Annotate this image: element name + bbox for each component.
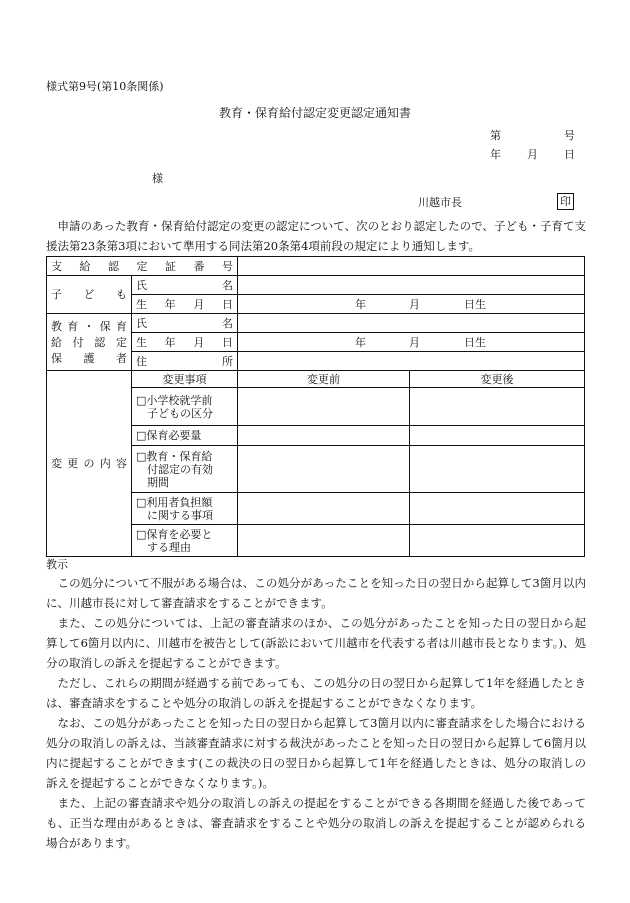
change-item-line: 付認定の有効 (147, 462, 213, 476)
label-char: 護 (83, 351, 95, 365)
change-item-care-reason[interactable] (132, 525, 238, 557)
label-char: 日 (221, 335, 233, 349)
label-char: 育 (67, 319, 79, 333)
seal-mark: 印 (557, 193, 574, 210)
change-before-cell[interactable] (238, 426, 410, 446)
guardian-address-label (132, 352, 238, 371)
label-char: 認 (94, 335, 106, 349)
intro-paragraph (46, 216, 586, 256)
notice-paragraph: なお、この処分があったことを知った日の翌日から起算して3箇月以内に審査請求をした場合における処分の取消しの訴えは、当該審査請求に対する裁決があったことを知った日の翌日から起算して6箇月以内に提起することができます(この裁決の日の翌日から起算して1年を経過したときは、処分の取消しの訴えを提起することができなくなります。)。 (46, 716, 586, 790)
label-char: ・ (83, 319, 95, 333)
change-item-user-fee[interactable] (132, 493, 238, 525)
label-char: 容 (116, 457, 127, 470)
label-char: も (116, 288, 127, 301)
change-content-text (51, 457, 127, 470)
notice-paragraph: また、この処分については、上記の審査請求のほか、この処分があったことを知った日の翌日から起算して6箇月以内に、川越市を被告として(訴訟において川越市を代表する者は川越市長となります。)、処分の取消しの訴えを提起することができます。 (46, 616, 586, 670)
label-char: 番 (193, 259, 205, 273)
label-char: 証 (165, 259, 176, 273)
cert-number-label (47, 257, 238, 276)
child-birth-text (136, 298, 233, 311)
label-char: 名 (222, 278, 233, 292)
notice-body (46, 573, 586, 853)
change-before-cell[interactable] (238, 525, 410, 557)
label-char: 氏 (136, 278, 147, 292)
label-char: 付 (72, 335, 84, 349)
notice-paragraph: ただし、これらの期間が経過する前であっても、この処分の日の翌日から起算して1年を経過したときは、審査請求をすることや処分の取消しの訴えを提起することができなくなります。 (46, 676, 586, 710)
change-before-cell[interactable] (238, 446, 410, 493)
change-item-line: □保育必要量 (136, 429, 202, 442)
change-before-cell[interactable] (238, 493, 410, 525)
label-char: 生 (136, 335, 147, 349)
label-char: 定 (115, 335, 127, 349)
guardian-name-label (132, 314, 238, 333)
label-char: 保 (51, 351, 62, 365)
label-char: 定 (136, 259, 148, 273)
go-label: 号 (564, 129, 575, 142)
change-item-line: する理由 (147, 540, 191, 554)
change-item-line: □利用者負担額 (136, 495, 213, 509)
child-birth-month: 月 (409, 297, 420, 311)
child-name-label (132, 276, 238, 295)
label-char: 変 (51, 457, 62, 470)
guardian-birth-year: 年 (355, 335, 366, 349)
guardian-birth-field[interactable] (238, 333, 585, 352)
label-char: 日 (221, 297, 233, 311)
change-item-line: 期間 (147, 475, 169, 489)
label-char: 子 (51, 288, 62, 301)
change-item-care-amount[interactable] (132, 426, 238, 446)
intro-text: 申請のあった教育・保育給付認定の変更の認定について、次のとおり認定したので、子ども・子育て支援法第23条第3項において準用する同法第20条第4項前段の規定により通知します。 (46, 219, 586, 253)
guardian-line-3 (51, 352, 127, 365)
label-char: 者 (116, 351, 127, 365)
guardian-birth-month: 月 (409, 335, 420, 349)
change-after-cell[interactable] (410, 446, 585, 493)
child-birth-label (132, 295, 238, 314)
addressee-sama: 様 (152, 172, 163, 185)
guardian-line-1 (51, 320, 127, 333)
child-birth-year: 年 (355, 297, 366, 311)
label-char: 内 (99, 457, 111, 470)
label-char: 給 (51, 335, 62, 349)
label-char: 生 (136, 297, 147, 311)
label-char: 保 (99, 319, 111, 333)
notice-paragraph: この処分について不服がある場合は、この処分があったことを知った日の翌日から起算して3箇月以内に、川越市長に対して審査請求をすることができます。 (46, 576, 586, 610)
label-char: 支 (51, 259, 62, 273)
label-char: 更 (67, 457, 79, 470)
label-char: の (83, 457, 95, 470)
col-before-header: 変更前 (238, 371, 410, 388)
child-name-text (136, 279, 233, 292)
notice-heading: 教示 (46, 558, 68, 571)
col-after-header: 変更後 (410, 371, 585, 388)
day-label: 日 (564, 148, 575, 161)
notice-paragraph: また、上記の審査請求や処分の取消しの訴えの提起をすることができる各期間を経過した後であっても、正当な理由があるときは、審査請求をすることや処分の取消しの訴えを提起することが認められる場合があります。 (46, 796, 586, 850)
label-char: 住 (136, 354, 147, 368)
label-char: 給 (79, 259, 91, 273)
change-content-label (47, 371, 132, 557)
change-after-cell[interactable] (410, 493, 585, 525)
guardian-name-text (136, 317, 233, 330)
change-after-cell[interactable] (410, 388, 585, 426)
year-label: 年 (490, 148, 501, 161)
guardian-birth-text (136, 336, 233, 349)
change-item-line: □教育・保育給 (136, 449, 213, 463)
label-char: 月 (193, 335, 205, 349)
certification-table (46, 256, 585, 557)
guardian-birth-day: 日生 (464, 335, 486, 349)
change-item-child-category[interactable] (132, 388, 238, 426)
label-char: 氏 (136, 316, 147, 330)
label-char: 年 (164, 335, 176, 349)
change-item-line: □保育を必要と (136, 527, 213, 541)
cert-number-text (51, 260, 233, 273)
month-label: 月 (527, 148, 538, 161)
change-item-line: に関する事項 (147, 508, 213, 522)
guardian-label (47, 314, 132, 371)
guardian-name-field[interactable] (238, 314, 585, 333)
guardian-address-text (136, 355, 233, 368)
label-char: 月 (193, 297, 205, 311)
label-char: 所 (222, 354, 233, 368)
child-birth-day: 日生 (464, 297, 486, 311)
change-after-cell[interactable] (410, 426, 585, 446)
label-char: 号 (222, 259, 233, 273)
child-name-field[interactable] (238, 276, 585, 295)
child-text (51, 288, 127, 301)
change-before-cell[interactable] (238, 388, 410, 426)
label-char: 育 (116, 319, 127, 333)
document-title: 教育・保育給付認定変更認定通知書 (218, 106, 411, 120)
dai-label: 第 (490, 129, 501, 142)
form-number: 様式第9号(第10条関係) (46, 80, 164, 93)
child-birth-field[interactable] (238, 295, 585, 314)
change-item-validity-period[interactable] (132, 446, 238, 493)
cert-number-field[interactable] (238, 257, 585, 276)
change-item-line: □小学校就学前 (136, 393, 213, 407)
guardian-line-2 (51, 336, 127, 349)
guardian-address-field[interactable] (238, 352, 585, 371)
col-item-header: 変更事項 (132, 371, 238, 388)
issuer-name: 川越市長 (418, 196, 462, 209)
change-item-line: 子どもの区分 (147, 406, 213, 420)
label-char: 年 (164, 297, 176, 311)
child-label (47, 276, 132, 314)
guardian-birth-label (132, 333, 238, 352)
label-char: 教 (51, 319, 62, 333)
label-char: 認 (108, 259, 119, 273)
label-char: ど (83, 288, 95, 301)
change-after-cell[interactable] (410, 525, 585, 557)
label-char: 名 (222, 316, 233, 330)
